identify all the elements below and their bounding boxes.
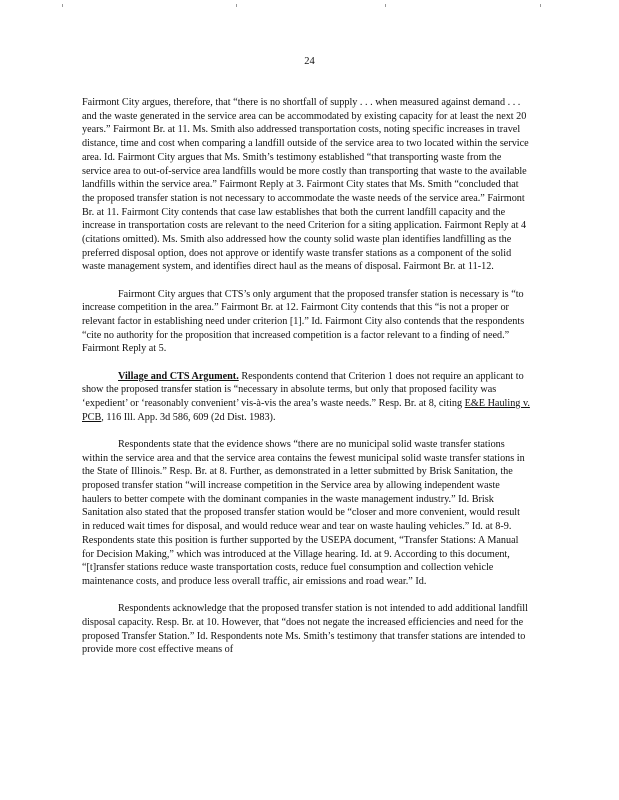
document-body [82,96,530,671]
paragraph-fairmont-competition: Fairmont City argues that CTS’s only argument that the proposed transfer station is necessary is “to increase competition in the area.” Fairmont Br. at 12. Fairmont City contends that this “is not a proper or relevant factor in establishing need under criterion [1].” Id. Fairmont City also contends that the respondents “cite no authority for the proposition that increased competition is a factor relevant to a finding of need.” Fairmont Reply at 5. [82,288,525,355]
section-heading: Village and CTS Argument. [118,370,239,382]
paragraph-text: , 116 Ill. App. 3d 586, 609 (2d Dist. 1983). [101,411,276,423]
scan-speck [540,4,541,7]
paragraph-village-cts-argument [82,370,530,425]
scan-speck [236,4,237,7]
case-citation: E&E Hauling v. PCB [82,398,530,423]
paragraph-respondents-acknowledge: Respondents acknowledge that the proposed transfer station is not intended to add additional landfill disposal capacity. Resp. Br. at 10. However, that “does not negate the increased efficiencies and need for the proposed Transfer Station.” Id. Respondents note Ms. Smith’s testimony that transfer stations are intended to provide more cost effective means of [82,603,528,656]
paragraph-respondents-evidence: Respondents state that the evidence shows “there are no municipal solid waste transfer stations within the service area and that the service area contains the fewest municipal solid waste transfer stations in the State of Illinois.” Resp. Br. at 8. Further, as demonstrated in a letter submitted by Brisk Sanitation, the proposed transfer station “will increase competition in the Service area by allowing independent waste haulers to better compete with the dominant companies in the waste management industry.” Id. Brisk Sanitation also stated that the proposed transfer station would be “closer and more convenient, would result in reduced wait times for disposal, and would reduce wear and tear on waste hauling vehicles.” Id. at 8-9. Respondents state this position is further supported by the USEPA document, “Transfer Stations: A Manual for Decision Making,” which was introduced at the Village hearing. Id. at 9. According to this document, “[t]ransfer stations reduce waste transportation costs, reduce fuel consumption and collection vehicle maintenance costs, and produce less overall traffic, air emissions and road wear.” Id. [82,438,525,587]
scan-speck [62,4,63,7]
page-number: 24 [304,56,315,67]
scan-speck [385,4,386,7]
paragraph-fairmont-shortfall: Fairmont City argues, therefore, that “there is no shortfall of supply . . . when measured against demand . . . and the waste generated in the service area can be accommodated by existing capacity for at least the next 20 years.” Fairmont Br. at 11. Ms. Smith also addressed transportation costs, noting specific increases in travel distance, time and cost when comparing a landfill outside of the service area to two located within the service area. Id. Fairmont City argues that Ms. Smith’s testimony established “that transporting waste from the service area to out-of-service area landfills would be more costly than transporting that waste to the available landfills within the service area.” Fairmont Reply at 3. Fairmont City states that Ms. Smith “concluded that the proposed transfer station is not necessary to accommodate the waste needs of the service area.” Fairmont Br. at 11. Fairmont City contends that case law establishes that both the current landfill capacity and the increase in transportation costs are relevant to the need Criterion for a siting application. Fairmont Reply at 4 (citations omitted). Ms. Smith also addressed how the county solid waste plan identifies landfilling as the preferred disposal option, does not approve or identify waste transfer stations as a component of the solid waste management system, and identifies direct haul as the means of disposal. Fairmont Br. at 11-12. [82,97,529,273]
paragraph-text: Respondents contend that Criterion 1 does not require an applicant to show the proposed transfer station is “necessary in absolute terms, but only that proposed facility was ‘expedient’ or ‘reasonably convenient’ vis-à-vis the area’s waste needs.” Resp. Br. at 8, citing [82,370,524,410]
